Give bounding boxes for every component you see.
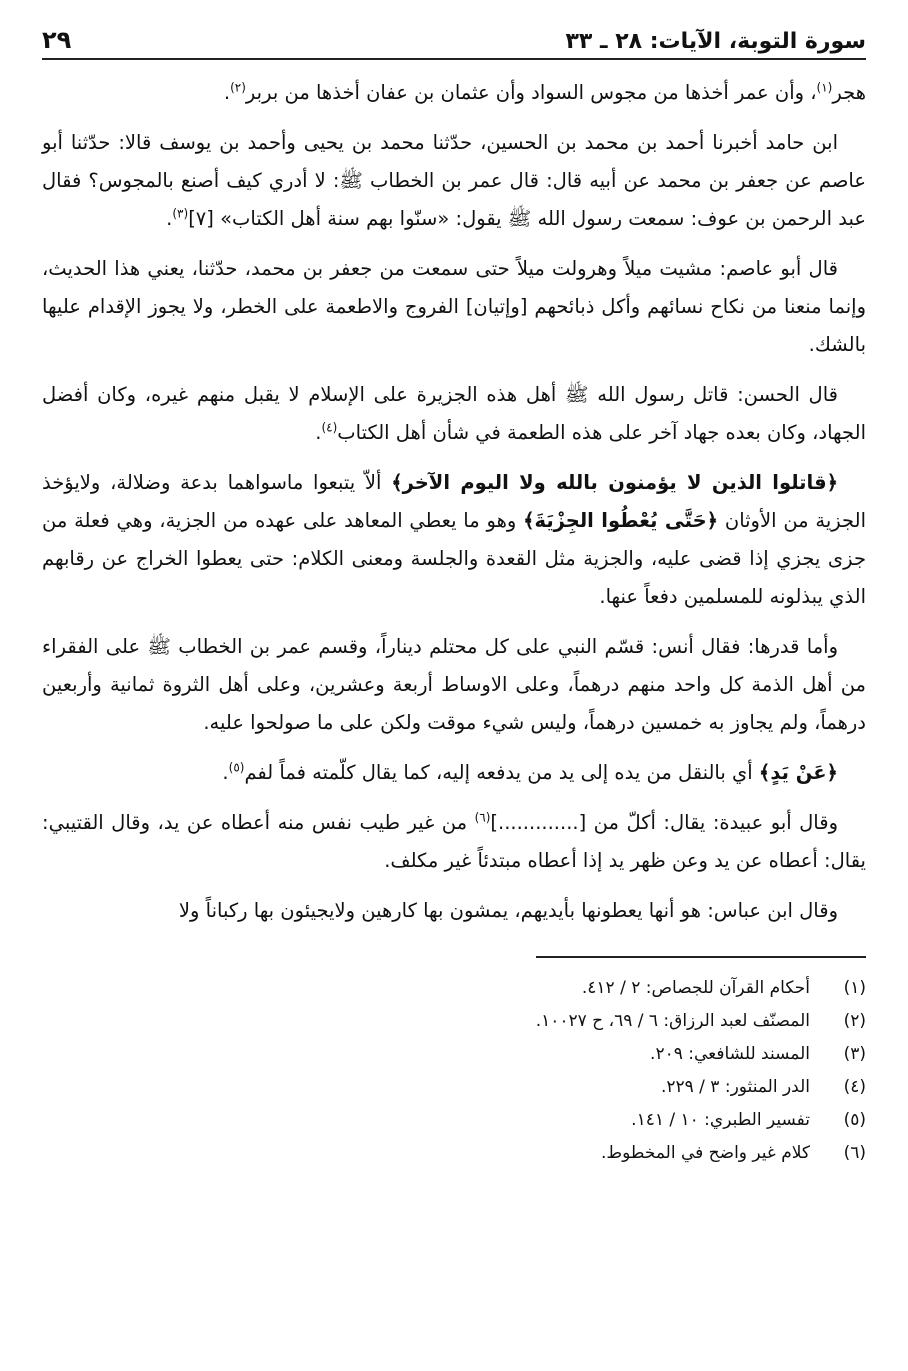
text-run: ابن حامد أخبرنا أحمد بن محمد بن الحسين، حدّثنا محمد بن يحيى وأحمد بن يوسف قالا: حدّثنا أبو عاصم عن جعفر بن محمد عن أبيه قال: قال عمر بن الخطاب ﷺ: لا أدري كيف أصنع بالمجوس؟ فقال عبد الرحمن بن عوف: سمعت رسول الله ﷺ يقول: «سنّوا بهم سنة أهل الكتاب» [٧]	[42, 131, 866, 230]
text-run: قال أبو عاصم: مشيت ميلاً وهرولت ميلاً حتى سمعت من جعفر بن محمد، حدّثنا، يعني هذا الحديث، وإنما منعنا من نكاح نسائهم وأكل ذبائحهم [وإتيان] الفروج والاطعمة على الخطر، ولا يجوز الإقدام عليها بالشك.	[42, 257, 866, 356]
text-run: وهو ما يعطي المعاهد على عهده من الجزية، وهي فعلة من جزى يجزي إذا قضى عليه، والجزية مثل القعدة والجلسة ومعنى الكلام: حتى يعطوا الخراج عن رقابهم الذي يبذلونه للمسلمين دفعاً عنها.	[42, 509, 866, 608]
footnote	[42, 972, 866, 1005]
running-header	[42, 14, 866, 60]
footnote-text: كلام غير واضح في المخطوط.	[601, 1143, 810, 1163]
footnote	[42, 1038, 866, 1071]
text-run: .	[223, 81, 231, 104]
text-run: وأما قدرها: فقال أنس: قسّم النبي على كل محتلم ديناراً، وقسم عمر بن الخطاب ﷺ على الفقراء من أهل الذمة كل واحد منهم درهماً، وعلى الاوساط أربعة وعشرين، وعلى أهل الثروة ثمانية وأربعين درهماً، ولم يجاوز به خمسين درهماً، وليس شيء موقت ولكن على ما صولحوا عليه.	[42, 635, 866, 734]
text-run: أي بالنقل من يده إلى يد من يدفعه إليه، كما يقال كلّمته فماً لفم	[244, 761, 759, 784]
footnote	[42, 1005, 866, 1038]
footnote-text: المصنّف لعبد الرزاق: ٦ / ٦٩، ح ١٠٠٢٧.	[535, 1011, 810, 1031]
text-run: ألاّ يتبعوا ماسواهما بدعة وضلالة، ولايؤخذ الجزية من الأوثان	[42, 471, 867, 532]
main-text	[42, 74, 866, 930]
text-run: .	[315, 421, 322, 444]
footnotes-list	[42, 972, 866, 1170]
footnote-marker: (٣)	[172, 206, 189, 221]
paragraph	[42, 892, 866, 930]
paragraph	[42, 74, 866, 112]
text-run: .	[166, 207, 173, 230]
footnote	[42, 1137, 866, 1170]
footnote-number: (٢)	[843, 1011, 866, 1031]
footnote-marker: (٤)	[321, 420, 338, 435]
footnote-text: المسند للشافعي: ٢٠٩.	[650, 1044, 810, 1064]
paragraph	[42, 464, 866, 616]
text-run: هجر	[832, 81, 866, 104]
footnote-number: (١)	[843, 978, 866, 998]
footnote	[42, 1104, 866, 1137]
footnote-divider	[536, 956, 866, 958]
footnote-number: (٥)	[843, 1110, 866, 1130]
paragraph	[42, 804, 866, 880]
paragraph	[42, 250, 866, 364]
footnote-number: (٤)	[843, 1077, 866, 1097]
footnote-text: تفسير الطبري: ١٠ / ١٤١.	[631, 1110, 810, 1130]
text-run: وقال ابن عباس: هو أنها يعطونها بأيديهم، يمشون بها كارهين ولايجيئون بها ركباناً ولا	[178, 899, 838, 922]
footnote-text: الدر المنثور: ٣ / ٢٢٩.	[660, 1077, 810, 1097]
quran-verse: ﴿حَتَّى يُعْطُوا الجِزْيَةَ﴾	[523, 509, 719, 532]
footnote-marker: (٢)	[230, 80, 246, 95]
quran-verse: ﴿عَنْ يَدٍ﴾	[758, 761, 838, 784]
footnote-number: (٦)	[843, 1143, 866, 1163]
footnote-marker: (٥)	[228, 760, 245, 775]
quran-verse: ﴿قاتلوا الذين لا يؤمنون بالله ولا اليوم الآخر﴾	[391, 471, 839, 494]
paragraph	[42, 376, 866, 452]
text-run: ، وأن عمر أخذها من مجوس السواد وأن عثمان بن عفان أخذها من بربر	[245, 81, 817, 104]
footnote-marker: (٦)	[474, 810, 491, 825]
text-run: .	[222, 761, 229, 784]
footnote-marker: (١)	[816, 80, 833, 95]
text-run: قال الحسن: قاتل رسول الله ﷺ أهل هذه الجزيرة على الإسلام لا يقبل منهم غيره، وكان أفضل الجهاد، وكان بعده جهاد آخر على هذه الطعمة في شأن أهل الكتاب	[42, 383, 866, 444]
page-number: ٢٩	[42, 26, 72, 54]
paragraph	[42, 754, 866, 792]
footnote-number: (٣)	[843, 1044, 866, 1064]
running-title: سورة التوبة، الآيات: ٢٨ ـ ٣٣	[565, 29, 866, 54]
text-run: من غير طيب نفس منه أعطاه عن يد، وقال القتيبي: يقال: أعطاه عن يد وعن ظهر يد إذا أعطاه مبتدئاً غير مكلف.	[42, 811, 866, 872]
footnote-text: أحكام القرآن للجصاص: ٢ / ٤١٢.	[581, 978, 810, 998]
text-run: وقال أبو عبيدة: يقال: أكلّ من [.............]	[490, 811, 838, 834]
paragraph	[42, 628, 866, 742]
paragraph	[42, 124, 866, 238]
footnote	[42, 1071, 866, 1104]
